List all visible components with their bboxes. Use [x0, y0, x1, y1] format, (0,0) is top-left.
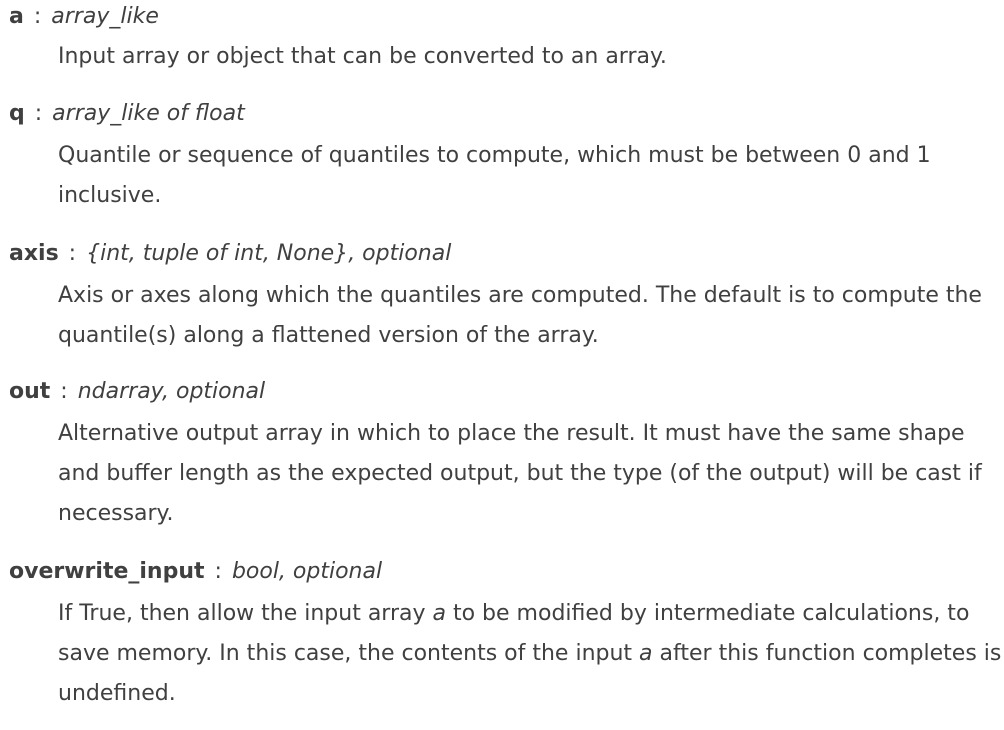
- param-a-header: [9, 1, 1004, 33]
- param-type: array_like: [51, 4, 159, 29]
- param-name: out: [9, 379, 51, 404]
- param-overwrite-input-header: [9, 556, 1004, 588]
- desc-text: after this function completes is undefined.: [58, 641, 1002, 706]
- desc-text: to be modified by intermediate calculations, to save memory. In this case, the contents of the input: [58, 601, 970, 666]
- param-description: Input array or object that can be converted to an array.: [58, 44, 667, 69]
- param-name: a: [9, 4, 24, 29]
- param-description: Alternative output array in which to place the result. It must have the same shape and buffer length as the expected output, but the type (of the output) will be cast if necessary.: [58, 421, 982, 526]
- param-type: array_like of float: [52, 101, 245, 126]
- param-description: Quantile or sequence of quantiles to compute, which must be between 0 and 1 inclusive.: [58, 143, 931, 208]
- desc-variable: a: [432, 601, 446, 626]
- param-name: overwrite_input: [9, 559, 205, 584]
- desc-text: If True, then allow the input array: [58, 601, 433, 626]
- param-q-header: [9, 98, 1004, 130]
- param-separator: :: [214, 559, 222, 584]
- desc-variable: a: [639, 641, 653, 666]
- param-out-header: [9, 376, 1004, 408]
- param-separator: :: [33, 4, 42, 29]
- param-separator: :: [60, 379, 68, 404]
- param-axis-header: [9, 238, 1004, 270]
- param-description: Axis or axes along which the quantiles are computed. The default is to compute the quantile(s) along a flattened version of the array.: [58, 283, 982, 348]
- param-out: [9, 376, 1004, 534]
- param-a: [9, 1, 1004, 77]
- param-separator: :: [34, 101, 43, 126]
- param-axis: [9, 238, 1004, 356]
- param-type: {int, tuple of int, None}, optional: [86, 241, 452, 266]
- param-type: ndarray, optional: [77, 379, 266, 404]
- param-name: axis: [9, 241, 59, 266]
- param-name: q: [9, 101, 25, 126]
- param-overwrite-input: [9, 556, 1004, 714]
- param-description: [58, 594, 1004, 714]
- param-separator: :: [68, 241, 77, 266]
- param-type: bool, optional: [231, 559, 383, 584]
- param-q: [9, 98, 1004, 216]
